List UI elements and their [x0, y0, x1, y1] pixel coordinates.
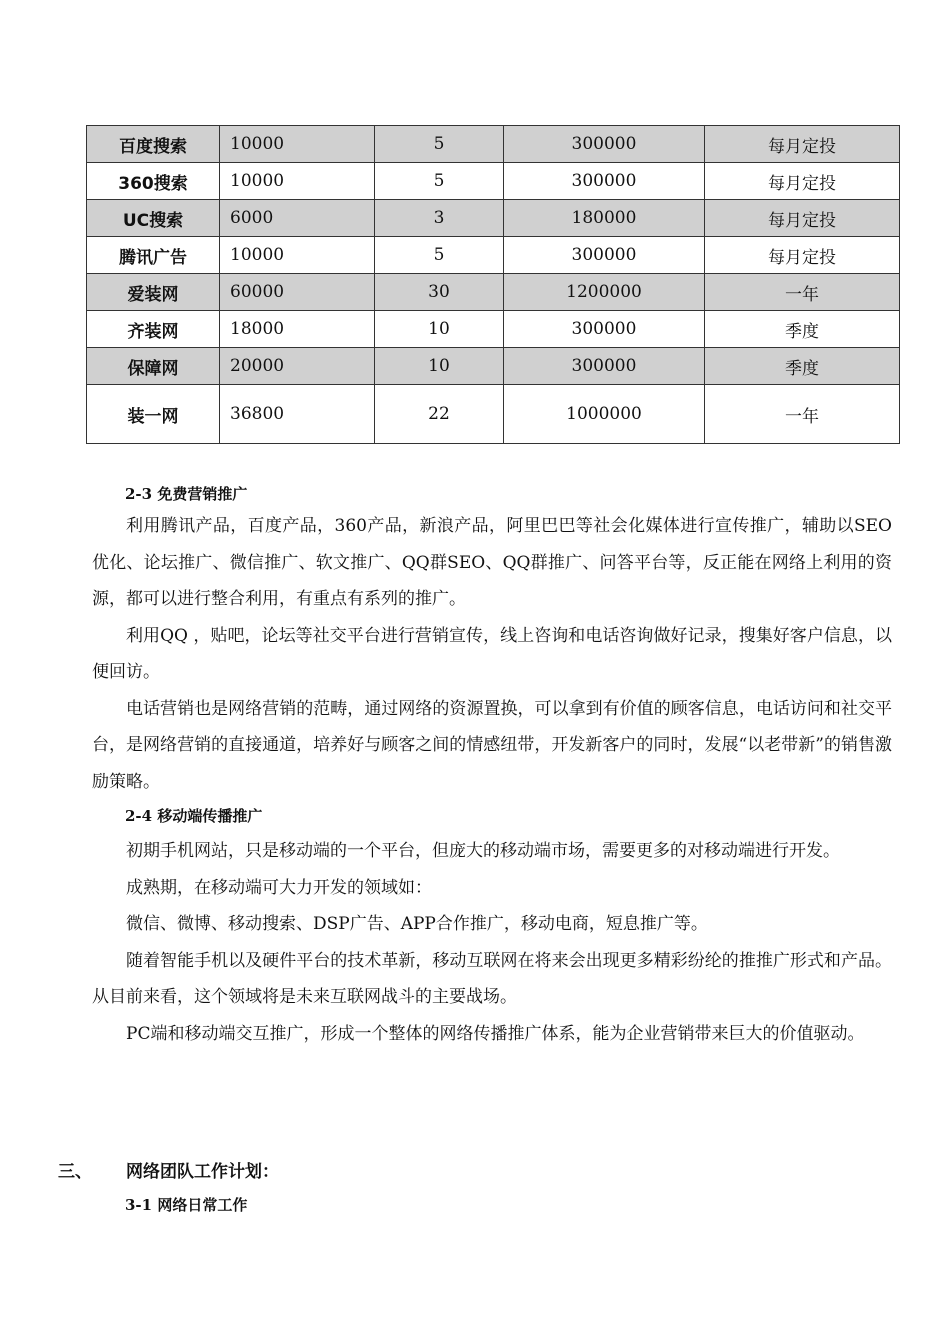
table-body [87, 126, 900, 444]
cell-total: 300000 [504, 163, 705, 200]
cell-total: 1000000 [504, 385, 705, 444]
cell-days: 30 [375, 274, 504, 311]
cell-budget: 10000 [220, 126, 375, 163]
heading-2-4: 2-4 移动端传播推广 [125, 807, 263, 825]
paragraph: 利用腾讯产品，百度产品，360产品，新浪产品，阿里巴巴等社会化媒体进行宣传推广，辅助以SEO优化、论坛推广、微信推广、软文推广、QQ群SEO、QQ群推广、问答平台等，反正能在网络上利用的资源，都可以进行整合利用，有重点有系列的推广。 [92, 516, 892, 609]
cell-total: 300000 [504, 311, 705, 348]
table-row [87, 200, 900, 237]
cell-days: 22 [375, 385, 504, 444]
section-title: 网络团队工作计划： [126, 1162, 279, 1182]
cell-total: 1200000 [504, 274, 705, 311]
cell-total: 300000 [504, 126, 705, 163]
table-row [87, 126, 900, 163]
paragraph: PC端和移动端交互推广，形成一个整体的网络传播推广体系，能为企业营销带来巨大的价值驱动。 [126, 1023, 865, 1044]
cell-days: 10 [375, 348, 504, 385]
cell-budget: 20000 [220, 348, 375, 385]
section-2-3-body [92, 508, 892, 800]
cell-name: 腾讯广告 [87, 237, 220, 274]
cell-budget: 60000 [220, 274, 375, 311]
table-row [87, 348, 900, 385]
cell-budget: 36800 [220, 385, 375, 444]
cell-days: 3 [375, 200, 504, 237]
cell-days: 5 [375, 163, 504, 200]
cell-total: 300000 [504, 348, 705, 385]
table-row [87, 237, 900, 274]
section-number: 三、 [58, 1162, 92, 1182]
cell-budget: 10000 [220, 163, 375, 200]
table-row [87, 385, 900, 444]
cell-name: 爱装网 [87, 274, 220, 311]
table-row [87, 274, 900, 311]
cell-period: 一年 [705, 385, 900, 444]
paragraph: 初期手机网站，只是移动端的一个平台，但庞大的移动端市场，需要更多的对移动端进行开发。 [126, 841, 840, 861]
cell-name: 保障网 [87, 348, 220, 385]
cell-total: 300000 [504, 237, 705, 274]
cell-name: 装一网 [87, 385, 220, 444]
promotion-budget-table [86, 125, 900, 444]
cell-name: 360搜索 [87, 163, 220, 200]
heading-3-1: 3-1 网络日常工作 [125, 1196, 248, 1214]
cell-days: 10 [375, 311, 504, 348]
cell-period: 每月定投 [705, 237, 900, 274]
cell-name: 百度搜索 [87, 126, 220, 163]
paragraph: 成熟期，在移动端可大力开发的领域如： [126, 877, 432, 898]
cell-name: UC搜索 [87, 200, 220, 237]
cell-budget: 18000 [220, 311, 375, 348]
paragraph: 利用QQ ，贴吧，论坛等社交平台进行营销宣传，线上咨询和电话咨询做好记录，搜集好客户信息，以便回访。 [92, 625, 892, 682]
table-row [87, 311, 900, 348]
cell-total: 180000 [504, 200, 705, 237]
cell-budget: 6000 [220, 200, 375, 237]
cell-period: 每月定投 [705, 126, 900, 163]
cell-budget: 10000 [220, 237, 375, 274]
paragraph: 电话营销也是网络营销的范畴，通过网络的资源置换，可以拿到有价值的顾客信息，电话访问和社交平台，是网络营销的直接通道，培养好与顾客之间的情感纽带，开发新客户的同时，发展“以老带新”的销售激励策略。 [92, 698, 892, 792]
cell-period: 每月定投 [705, 163, 900, 200]
section-3-heading [58, 1157, 279, 1182]
cell-period: 每月定投 [705, 200, 900, 237]
section-2-4-body [92, 833, 892, 1052]
heading-2-3: 2-3 免费营销推广 [125, 485, 248, 503]
paragraph: 随着智能手机以及硬件平台的技术革新，移动互联网在将来会出现更多精彩纷纶的推推广形式和产品。从目前来看，这个领域将是未来互联网战斗的主要战场。 [92, 950, 892, 1007]
cell-days: 5 [375, 126, 504, 163]
cell-period: 季度 [705, 348, 900, 385]
paragraph: 微信、微博、移动搜索、DSP广告、APP合作推广，移动电商，短息推广等。 [126, 914, 708, 934]
cell-period: 季度 [705, 311, 900, 348]
cell-period: 一年 [705, 274, 900, 311]
cell-days: 5 [375, 237, 504, 274]
cell-name: 齐装网 [87, 311, 220, 348]
table-row [87, 163, 900, 200]
